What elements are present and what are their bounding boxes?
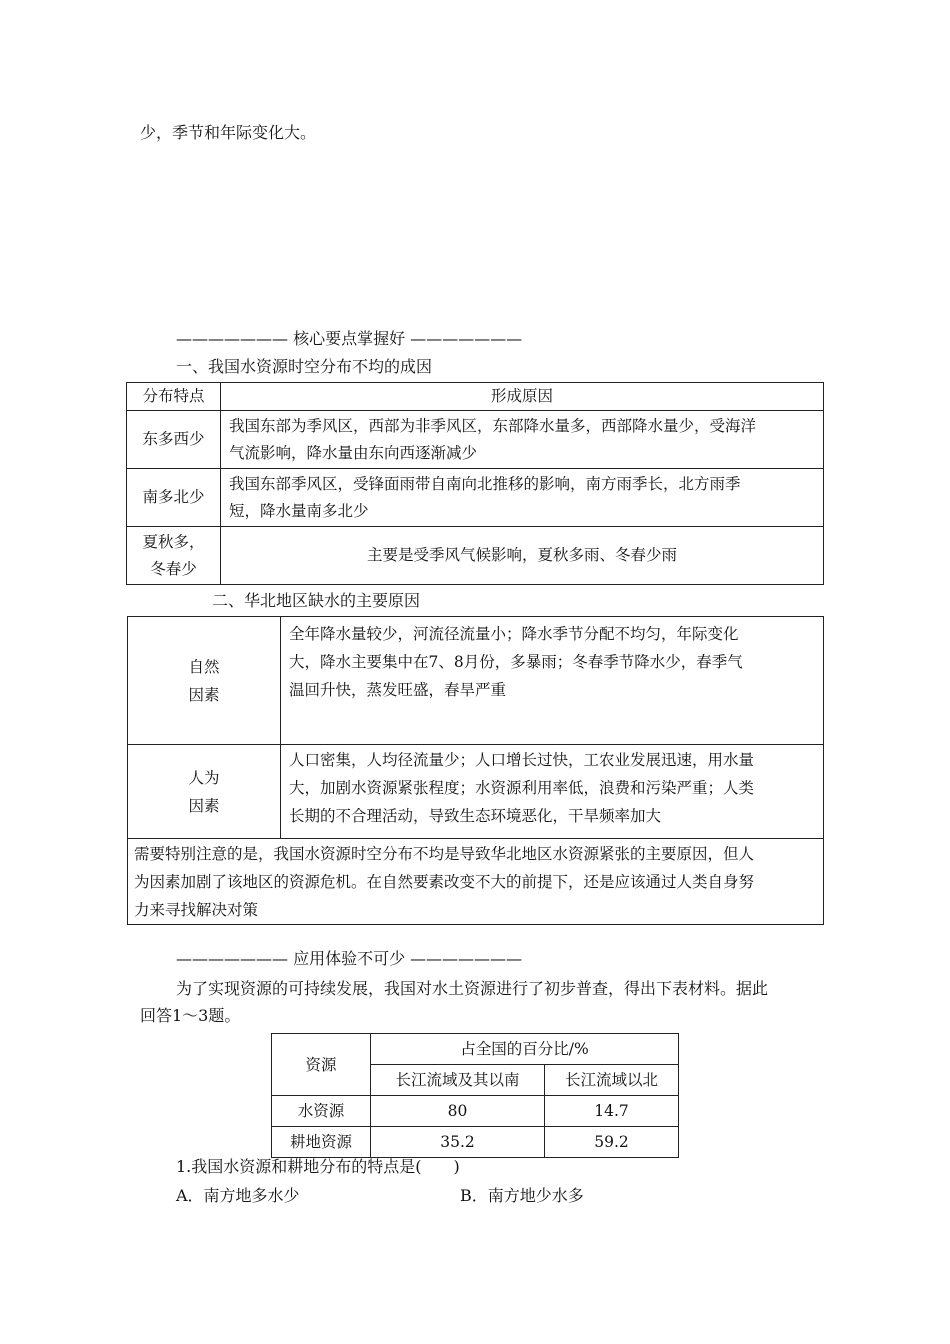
note-line: 力来寻找解决对策 — [134, 900, 259, 919]
section-heading-apply: ——————— 应用体验不可少 ——————— — [176, 949, 523, 968]
header-resource: 资源 — [272, 1034, 371, 1096]
resource-table — [271, 1033, 679, 1158]
section-heading-core: ——————— 核心要点掌握好 ——————— — [176, 329, 523, 348]
factor-line: 因素 — [188, 796, 220, 815]
option-b[interactable]: B．南方地少水多 — [460, 1186, 584, 1205]
resource-name: 耕地资源 — [272, 1127, 371, 1158]
feature-line: 夏秋多， — [142, 532, 205, 551]
part2-title: 二、华北地区缺水的主要原因 — [212, 591, 421, 610]
distribution-table — [126, 382, 824, 585]
table-row — [127, 411, 824, 469]
reason-cell: 主要是受季风气候影响，夏秋多雨、冬春少雨 — [221, 527, 824, 585]
detail-line: 长期的不合理活动，导致生态环境恶化，干旱频率加大 — [289, 807, 662, 825]
detail-line: 全年降水量较少，河流径流量小；降水季节分配不均匀，年际变化 — [289, 625, 739, 643]
table-row — [127, 527, 824, 585]
detail-line: 人口密集，人均径流量少；人口增长过快，工农业发展迅速，用水量 — [289, 751, 755, 769]
value-north: 14.7 — [545, 1096, 679, 1127]
factor-line: 因素 — [188, 685, 220, 704]
table-row — [272, 1096, 679, 1127]
option-a[interactable]: A．南方地多水少 — [176, 1186, 300, 1205]
note-line: 需要特别注意的是，我国水资源时空分布不均是导致华北地区水资源紧张的主要原因，但人 — [134, 844, 755, 863]
reason-line: 我国东部为季风区，西部为非季风区，东部降水量多，西部降水量少，受海洋 — [229, 416, 757, 435]
reason-line: 短，降水量南多北少 — [229, 501, 369, 520]
value-north: 59.2 — [545, 1127, 679, 1158]
header-feature: 分布特点 — [127, 383, 221, 411]
detail-line: 温回升快，蒸发旺盛，春旱严重 — [289, 681, 507, 699]
header-north: 长江流域以北 — [545, 1065, 679, 1096]
table-row — [128, 617, 824, 745]
feature-line: 冬春少 — [150, 559, 197, 578]
factor-cell — [128, 745, 281, 839]
reason-cell — [221, 411, 824, 469]
reason-line: 我国东部季风区，受锋面雨带自南向北推移的影响，南方雨季长，北方雨季 — [229, 474, 741, 493]
intro-paragraph-line: 为了实现资源的可持续发展，我国对水土资源进行了初步普查，得出下表材料。据此 — [176, 979, 769, 998]
value-south: 35.2 — [371, 1127, 545, 1158]
factor-line: 自然 — [188, 657, 220, 676]
detail-line: 大，降水主要集中在7、8月份，多暴雨；冬春季节降水少，春季气 — [289, 653, 743, 671]
value-south: 80 — [371, 1096, 545, 1127]
factor-line: 人为 — [188, 768, 220, 787]
table-header-row — [272, 1034, 679, 1065]
table-row — [272, 1127, 679, 1158]
header-percent: 占全国的百分比/% — [371, 1034, 679, 1065]
table-row — [128, 745, 824, 839]
table-header-row — [127, 383, 824, 411]
causes-table — [127, 616, 824, 925]
resource-name: 水资源 — [272, 1096, 371, 1127]
intro-line: 少，季节和年际变化大。 — [140, 123, 317, 142]
table-row — [128, 839, 824, 925]
reason-line: 气流影响，降水量由东向西逐渐减少 — [229, 443, 478, 462]
feature-cell: 南多北少 — [127, 469, 221, 527]
feature-cell: 东多西少 — [127, 411, 221, 469]
note-line: 为因素加剧了该地区的资源危机。在自然要素改变不大的前提下，还是应该通过人类自身努 — [134, 872, 755, 891]
note-cell — [128, 839, 824, 925]
header-south: 长江流域及其以南 — [371, 1065, 545, 1096]
intro-paragraph-line: 回答1～3题。 — [140, 1006, 241, 1025]
factor-cell — [128, 617, 281, 745]
feature-cell — [127, 527, 221, 585]
detail-cell — [281, 617, 824, 745]
reason-cell — [221, 469, 824, 527]
table-row — [127, 469, 824, 527]
detail-cell — [281, 745, 824, 839]
detail-line: 大，加剧水资源紧张程度；水资源利用率低，浪费和污染严重；人类 — [289, 779, 755, 797]
part1-title: 一、我国水资源时空分布不均的成因 — [176, 357, 433, 376]
question-stem: 1.我国水资源和耕地分布的特点是( ) — [176, 1157, 460, 1176]
header-reason: 形成原因 — [221, 383, 824, 411]
